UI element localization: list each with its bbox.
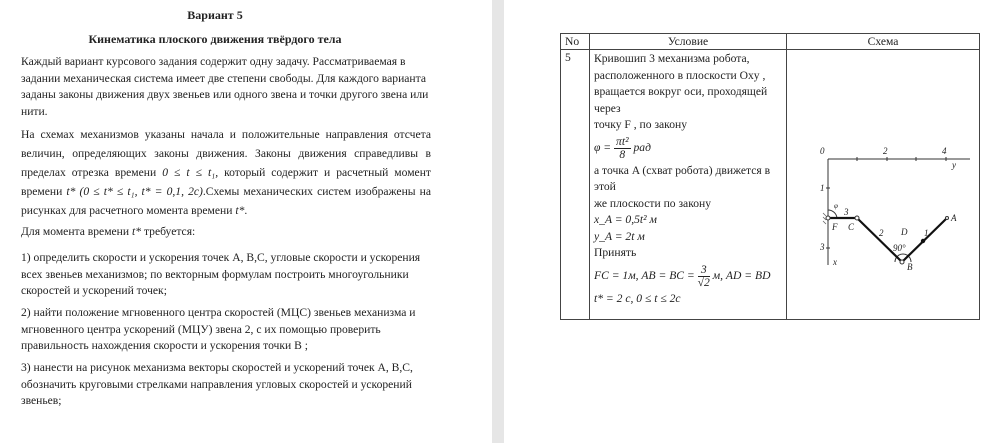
variant-title: Вариант 5 <box>187 8 243 22</box>
numerator: 3 <box>698 264 710 277</box>
schemes-paragraph: На схемах механизмов указаны начала и положительные направления отсчета величин, определяющих законы движения. Законы движения справедливы в пределах отрезка времени 0 ≤ t ≤ t₁, который содержит и расчетный момент времени t* (0 ≤ t* ≤ t₁, t* = 0,1, 2c).Схемы механических систем изображены на рисунках для расчетного момента времени t*. <box>21 128 432 217</box>
requirement-2: 2) найти положение мгновенного центра скоростей (МЦС) звеньев механизма и мгновенного центра ускорений (МЦУ) звена 2, с их помощью проверить правильность нахождения скорости и ускорения точки B ; <box>21 306 416 352</box>
mechanism-diagram <box>787 50 981 336</box>
label-A: A <box>951 213 957 223</box>
text: .Схемы механических систем изображены на рисунках для расчетного момента времени <box>21 185 432 217</box>
label-C: C <box>848 222 855 232</box>
label-link2: 2 <box>879 228 884 238</box>
row-number: 5 <box>561 50 590 320</box>
denominator: √2 <box>697 275 710 289</box>
text: требуется: <box>143 225 196 238</box>
label-y: y <box>952 160 956 170</box>
denominator: 8 <box>619 147 626 161</box>
point-D <box>921 239 925 243</box>
mechanism-links <box>828 218 947 262</box>
formula-time: t* (0 ≤ t* ≤ t₁, t* = 0,1, 2c) <box>66 185 203 198</box>
label-link3: 3 <box>844 207 849 217</box>
condition-line: расположенного в плоскости Oxy , <box>594 68 766 82</box>
topic-title: Кинематика плоского движения твёрдого тела <box>88 32 342 46</box>
condition-cell <box>590 50 787 320</box>
condition-line: точку F , по закону <box>594 118 688 131</box>
formula-part: φ = <box>594 140 612 154</box>
condition-line: вращается вокруг оси, проходящей <box>594 85 768 98</box>
table-row <box>561 50 980 320</box>
unit: рад <box>633 140 651 154</box>
left-page <box>0 0 492 443</box>
dimensions-formula <box>594 264 782 289</box>
right-page <box>504 0 1000 443</box>
label-y2: 2 <box>883 146 888 156</box>
formula-part: м, AD = BD <box>712 268 771 282</box>
label-x1: 1 <box>820 183 825 193</box>
label-B: B <box>907 262 913 272</box>
label-link1: 1 <box>924 228 929 238</box>
condition-line: Кривошип 3 механизма робота, <box>594 52 750 65</box>
time-formula: t* = 2 c, 0 ≤ t ≤ 2c <box>594 291 681 305</box>
joint-B <box>900 260 904 264</box>
header-no: No <box>561 34 590 50</box>
requirement-intro <box>21 224 431 241</box>
text: На схемах механизмов указаны начала и положительные направления отсчета величин, определяющих законы движения. Законы движения справедливы в пределах отрезка времени <box>21 128 431 179</box>
formula-tstar: t* <box>235 204 245 217</box>
text: который содержит и расчетный момент времени <box>21 166 431 198</box>
label-x: x <box>833 257 837 267</box>
xa-formula: x_A = 0,5t² м <box>594 213 657 226</box>
point-A <box>946 217 949 220</box>
scheme-cell <box>787 50 980 320</box>
fraction <box>698 264 710 289</box>
condition-line: же плоскости по закону <box>594 196 712 210</box>
link-CB <box>857 218 902 262</box>
numerator: πt² <box>616 134 629 148</box>
label-F: F <box>832 222 838 232</box>
text: Для момента времени <box>21 225 130 238</box>
condition-line: Принять <box>594 246 637 259</box>
condition-line: а точка A (схват робота) движется в <box>594 163 771 177</box>
formula-interval: 0 ≤ t ≤ t₁, <box>162 166 219 179</box>
intro-paragraph: Каждый вариант курсового задания содержит одну задачу. Рассматриваемая в задании механическая система имеет две степени свободы. Для каждого варианта заданы законы движения двух звеньев или одного звена и точки другого звена или нити. <box>21 55 429 118</box>
label-D: D <box>901 227 908 237</box>
requirement-1: 1) определить скорости и ускорения точек A, B,C, угловые скорости и ускорения всех звеньев механизмов; по векторным формулам построить многоугольники скоростей и ускорений точек; <box>21 251 421 297</box>
condition-line: через <box>594 101 621 115</box>
ya-formula: y_A = 2t м <box>594 229 645 243</box>
header-condition: Условие <box>590 34 787 50</box>
phi-formula <box>594 136 782 161</box>
formula-part: FC = 1м, AB = BC = <box>594 268 695 282</box>
label-phi: φ <box>834 202 838 210</box>
condition-line: этой <box>594 180 616 193</box>
label-y4: 4 <box>942 146 947 156</box>
requirement-3: 3) нанести на рисунок механизма векторы скоростей и ускорений точек A, B,C, обозначить круговыми стрелками направления угловых скоростей и ускорений звеньев; <box>21 361 413 407</box>
formula-tstar: t* <box>132 225 142 238</box>
label-origin: 0 <box>820 146 825 156</box>
fraction <box>614 136 631 161</box>
header-scheme: Схема <box>787 34 980 50</box>
table-header-row <box>561 34 980 50</box>
task-table <box>560 33 980 320</box>
joint-F <box>826 216 830 220</box>
joint-C <box>855 216 859 220</box>
label-x3: 3 <box>820 242 825 252</box>
label-angle: 90° <box>893 243 906 253</box>
